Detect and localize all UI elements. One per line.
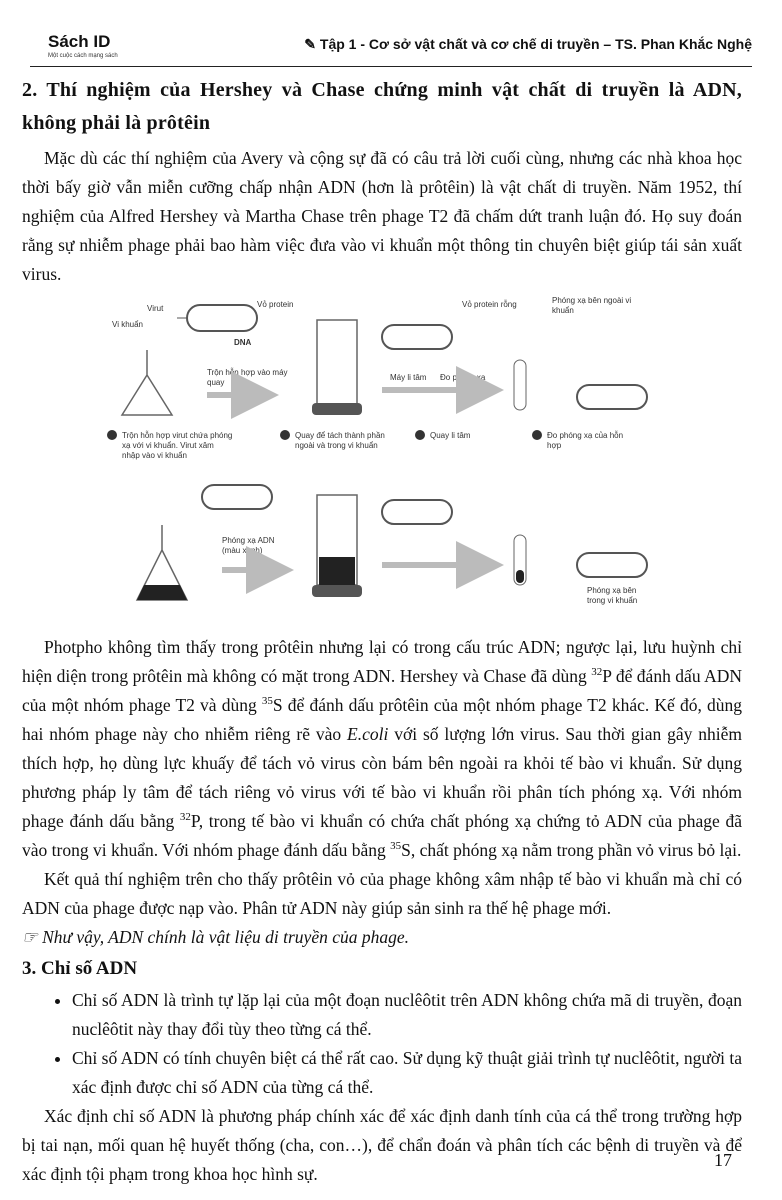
- header-divider: [30, 66, 752, 67]
- label-tron-2: quay: [207, 378, 225, 387]
- step-3: Quay li tâm: [430, 431, 471, 440]
- section-2-paragraph-1: Mặc dù các thí nghiệm của Avery và cộng sự đã có câu trả lời cuối cùng, nhưng các nhà khoa học thời bấy giờ vẫn miễn cưỡng chấp nhận ADN (hơn là prôtêin) là vật chất di truyền. Năm 1952, thí nghiệm của Alfred Hershey và Martha Chase trên phage T2 đã chấm dứt tranh luận đó. Họ suy đoán rằng sự nhiễm phage phải bao hàm việc đưa vào vi khuẩn một thông tin chuyên biệt giúp tái sản xuất virus.: [22, 148, 742, 284]
- brand-tagline: Một cuộc cách mạng sách: [48, 53, 118, 59]
- experiment-diagram: [22, 295, 742, 625]
- label-vo-protein: Vỏ protein: [257, 300, 294, 309]
- page-number: 17: [714, 1150, 732, 1170]
- list-item: • Chỉ số ADN là trình tự lặp lại của một đoạn nuclêôtit trên ADN không chứa mã di truyền, đoạn nuclêôtit này thay đổi tùy theo từng cá thể.: [72, 986, 742, 1044]
- section-2-paragraph-2: Photpho không tìm thấy trong prôtêin nhưng lại có trong cấu trúc ADN; ngược lại, lưu huỳnh chỉ hiện diện trong prôtêin mà không có mặt trong ADN. Hershey và Chase đã dùng $^{32}$P để đánh dấu ADN của một nhóm phage T2 và dùng $^{35}$S để đánh dấu prôtêin của một nhóm phage T2 khác. Kế đó, dùng hai nhóm phage này cho nhiễm riêng rẽ vào E.coli với số lượng lớn virus. Sau thời gian gây nhiễm thích hợp, họ dùng lực khuấy để tách vỏ virus còn bám bên ngoài ra khỏi tế bào vi khuẩn. Sử dụng phương pháp ly tâm để tách riêng vỏ virus với tế bào vi khuẩn rồi phân tích phóng xạ. Với nhóm phage đánh dấu bằng $^{32}$P, trong tế bào vi khuẩn có chứa chất phóng xạ chứng tỏ ADN của phage đã vào trong vi khuẩn. Với nhóm phage đánh dấu bằng $^{35}$S, chất phóng xạ nằm trong phần vỏ virus bỏ lại.: [22, 637, 743, 860]
- conclusion: ☞ Như vậy, ADN chính là vật liệu di truyền của phage.: [22, 927, 409, 947]
- step-2-line1: Quay để tách thành phần: [295, 431, 385, 440]
- step-1-line3: nhập vào vi khuẩn: [122, 451, 187, 460]
- label-px-ngoai-2: khuẩn: [552, 306, 574, 315]
- bacterium-cell-top: [187, 305, 257, 331]
- hershey-chase-figure: [22, 295, 742, 625]
- book-title: ✎ Tập 1 - Cơ sở vật chất và cơ chế di truyền – TS. Phan Khắc Nghệ: [304, 36, 752, 52]
- section-2-heading: 2. Thí nghiệm của Hershey và Chase chứng minh vật chất di truyền là ADN, không phải là prôtêin: [22, 79, 742, 134]
- label-px-trong-1: Phóng xạ bên: [587, 586, 637, 595]
- flask-top: [122, 350, 172, 415]
- label-tron-1: Trộn hỗn hợp vào máy: [207, 368, 288, 377]
- section-3-list: [22, 986, 742, 1102]
- blender-top: [317, 320, 357, 405]
- test-tube-top: [514, 360, 526, 410]
- section-3-heading: 3. Chỉ số ADN: [22, 958, 138, 979]
- step-4-line1: Đo phóng xạ của hỗn: [547, 431, 624, 440]
- label-vo-rong: Vỏ protein rỗng: [462, 300, 517, 309]
- bacterium-cell-bottom: [202, 485, 272, 509]
- label-px-trong-2: trong vi khuẩn: [587, 596, 638, 605]
- label-px-adn-2: (màu xanh): [222, 546, 263, 555]
- section-3-paragraph: Xác định chỉ số ADN là phương pháp chính xác để xác định danh tính của cá thể trong trường hợp bị tai nạn, mối quan hệ huyết thống (cha, con…), để chẩn đoán và phân tích các bệnh di truyền và để xác định tội phạm trong khoa học hình sự.: [22, 1106, 742, 1184]
- step-2-line2: ngoài và trong vi khuẩn: [295, 441, 378, 450]
- label-dna: DNA: [234, 338, 252, 347]
- label-px-adn-1: Phóng xạ ADN: [222, 536, 275, 545]
- label-vi-khuan: Vi khuẩn: [112, 320, 143, 329]
- brand-name: Sách ID: [48, 32, 111, 51]
- label-px-ngoai-1: Phóng xạ bên ngoài vi: [552, 296, 632, 305]
- label-do-px: Đo phóng xạ: [440, 373, 486, 382]
- page-header: [30, 32, 752, 68]
- label-virut: Virut: [147, 304, 164, 313]
- step-4-line2: hợp: [547, 441, 562, 450]
- list-item: • Chỉ số ADN có tính chuyên biệt cá thể rất cao. Sử dụng kỹ thuật giải trình tự nuclêôtit, người ta xác định được chỉ số ADN của từng cá thể.: [72, 1044, 742, 1102]
- step-1-line2: xạ với vi khuẩn. Virut xâm: [122, 441, 214, 450]
- page-content: [22, 72, 742, 1189]
- step-1-line1: Trộn hỗn hợp virut chứa phóng: [122, 431, 233, 440]
- label-may-li-tam: Máy li tâm: [390, 373, 427, 382]
- section-2-paragraph-3: Kết quả thí nghiệm trên cho thấy prôtêin vỏ của phage không xâm nhập tế bào vi khuẩn mà chỉ có ADN của phage được nạp vào. Phân tử ADN này giúp sản sinh ra thế hệ phage mới.: [22, 869, 742, 918]
